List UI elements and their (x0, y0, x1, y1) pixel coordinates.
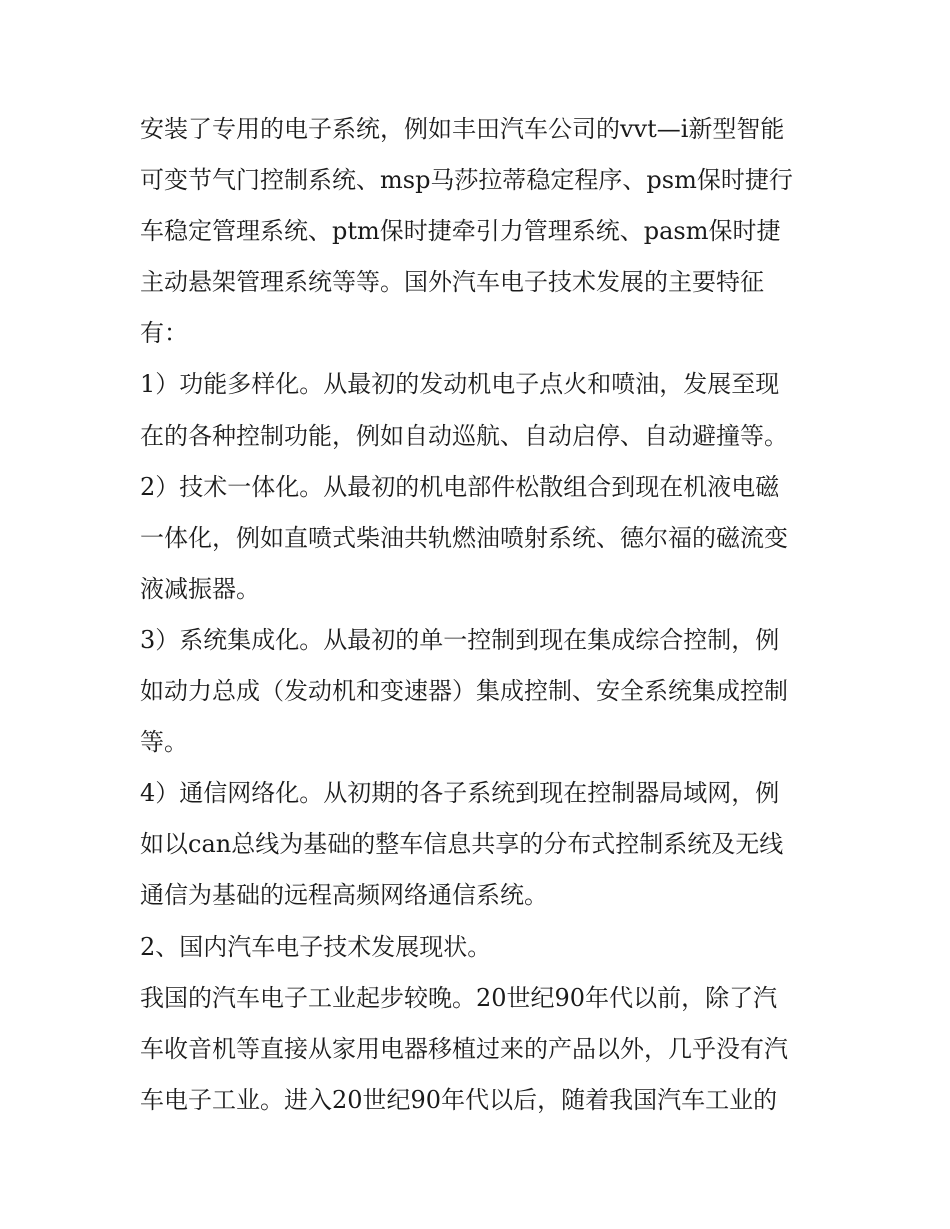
text-line: 如以can总线为基础的整车信息共享的分布式控制系统及无线 (140, 830, 784, 859)
list-item-4-line: 4）通信网络化。从初期的各子系统到现在控制器局域网，例 (140, 779, 780, 808)
text-line: 通信为基础的远程高频网络通信系统。 (140, 881, 548, 910)
text-line: 等。 (140, 728, 188, 757)
list-item-1-line: 1）功能多样化。从最初的发动机电子点火和喷油，发展至现 (140, 370, 780, 399)
text-line: 在的各种控制功能，例如自动巡航、自动启停、自动避撞等。 (140, 421, 788, 450)
text-line: 主动悬架管理系统等等。国外汽车电子技术发展的主要特征 (140, 268, 764, 297)
text-line: 车稳定管理系统、ptm保时捷牵引力管理系统、pasm保时捷 (140, 217, 781, 246)
text-line: 我国的汽车电子工业起步较晚。20世纪90年代以前，除了汽 (140, 983, 778, 1012)
section-heading: 2、国内汽车电子技术发展现状。 (140, 932, 492, 961)
text-line: 液减振器。 (140, 574, 260, 603)
text-line: 如动力总成（发动机和变速器）集成控制、安全系统集成控制 (140, 677, 788, 706)
list-item-3-line: 3）系统集成化。从最初的单一控制到现在集成综合控制，例 (140, 625, 780, 654)
list-item-2-line: 2）技术一体化。从最初的机电部件松散组合到现在机液电磁 (140, 472, 780, 501)
document-body (140, 104, 820, 1126)
text-line: 可变节气门控制系统、msp马莎拉蒂稳定程序、psm保时捷行 (140, 166, 793, 195)
text-line: 一体化，例如直喷式柴油共轨燃油喷射系统、德尔福的磁流变 (140, 523, 788, 552)
text-line: 车收音机等直接从家用电器移植过来的产品以外，几乎没有汽 (140, 1034, 788, 1063)
text-line: 车电子工业。进入20世纪90年代以后，随着我国汽车工业的 (140, 1085, 778, 1114)
text-line: 有： (140, 319, 188, 348)
text-line: 安装了专用的电子系统，例如丰田汽车公司的vvt—i新型智能 (140, 115, 785, 143)
